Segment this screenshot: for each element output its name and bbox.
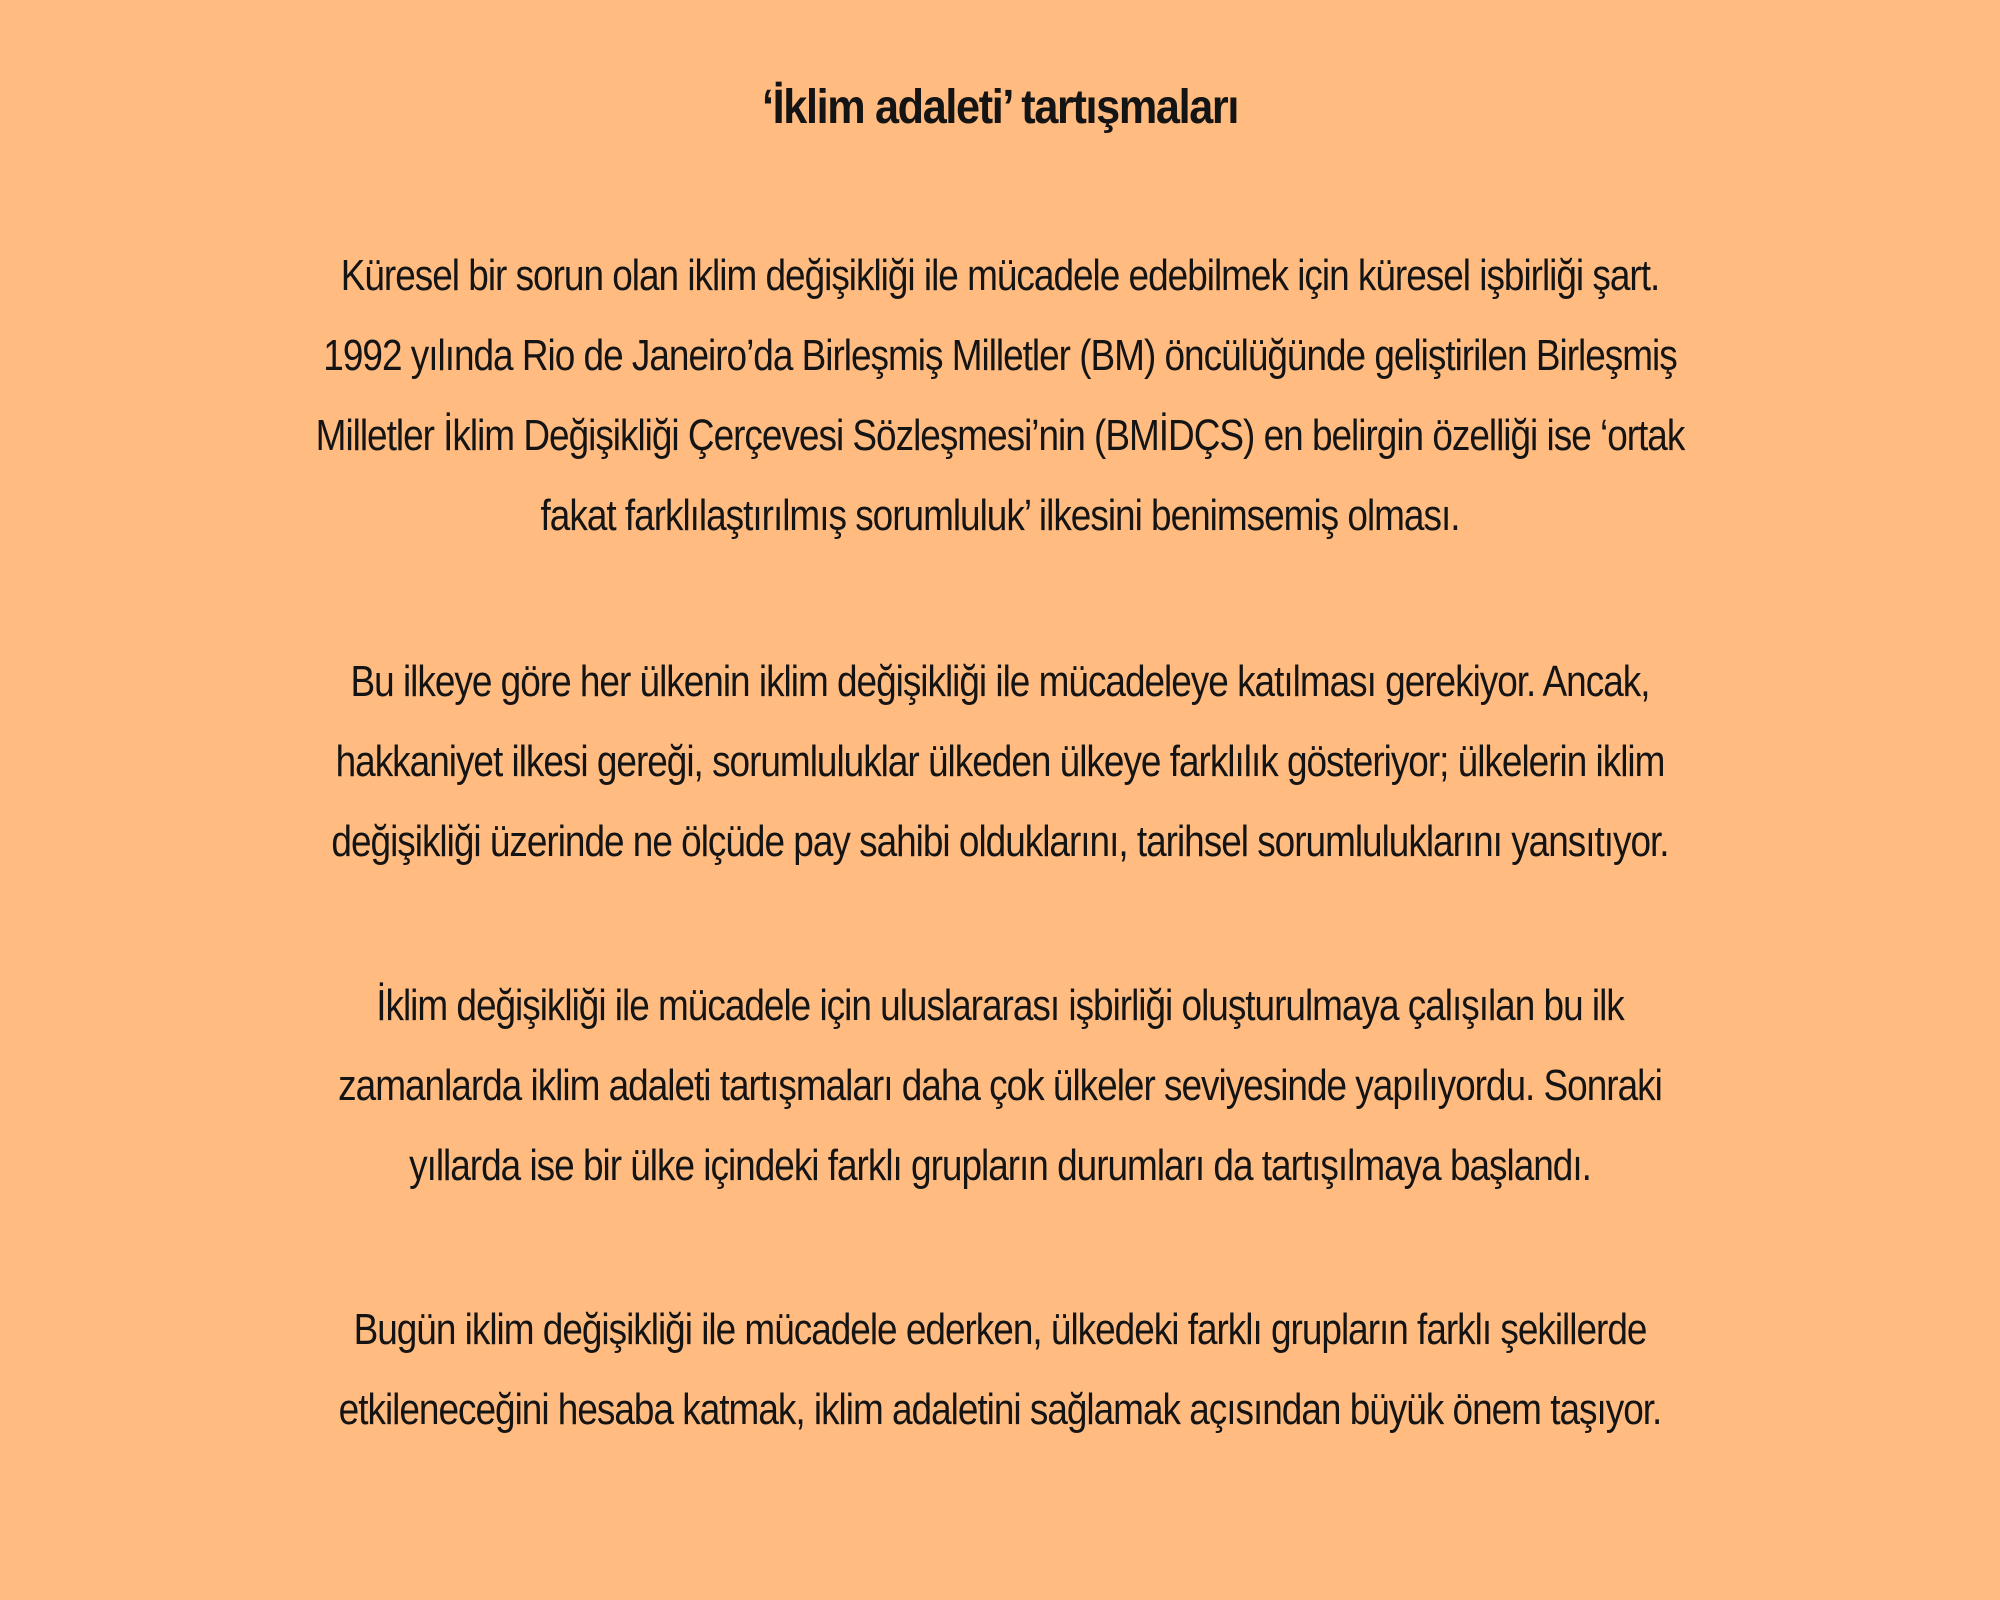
paragraph-line: İklim değişikliği ile mücadele için uluslararası işbirliği oluşturulmaya çalışılan bu ilk: [376, 981, 1624, 1030]
paragraph-3: [110, 966, 1890, 1206]
paragraph-line: hakkaniyet ilkesi gereği, sorumluluklar ülkeden ülkeye farklılık gösteriyor; ülkelerin iklim: [335, 737, 1665, 786]
paragraph-4: [110, 1290, 1890, 1450]
paragraph-line: Bu ilkeye göre her ülkenin iklim değişikliği ile mücadeleye katılması gerekiyor. Ancak,: [350, 657, 1650, 706]
paragraph-line: zamanlarda iklim adaleti tartışmaları daha çok ülkeler seviyesinde yapılıyordu. Sonraki: [338, 1061, 1662, 1110]
paragraph-2: [110, 642, 1890, 882]
paragraph-line: Bugün iklim değişikliği ile mücadele ederken, ülkedeki farklı grupların farklı şekillerde: [353, 1305, 1647, 1354]
paragraph-line: Milletler İklim Değişikliği Çerçevesi Sözleşmesi’nin (BMİDÇS) en belirgin özelliği ise ‘ortak: [315, 411, 1685, 460]
paragraph-1: [110, 236, 1890, 556]
page-title: ‘İklim adaleti’ tartışmaları: [761, 81, 1239, 134]
paragraph-line: fakat farklılaştırılmış sorumluluk’ ilkesini benimsemiş olması.: [540, 491, 1460, 540]
paragraph-line: yıllarda ise bir ülke içindeki farklı grupların durumları da tartışılmaya başlandı.: [409, 1141, 1591, 1190]
paragraph-line: etkileneceğini hesaba katmak, iklim adaletini sağlamak açısından büyük önem taşıyor.: [338, 1385, 1662, 1434]
paragraph-line: Küresel bir sorun olan iklim değişikliği ile mücadele edebilmek için küresel işbirliği şart.: [340, 251, 1660, 300]
paragraph-line: 1992 yılında Rio de Janeiro’da Birleşmiş Milletler (BM) öncülüğünde geliştirilen Birleşmiş: [323, 331, 1677, 380]
paragraph-line: değişikliği üzerinde ne ölçüde pay sahibi olduklarını, tarihsel sorumluluklarını yansıtıyor.: [331, 817, 1669, 866]
